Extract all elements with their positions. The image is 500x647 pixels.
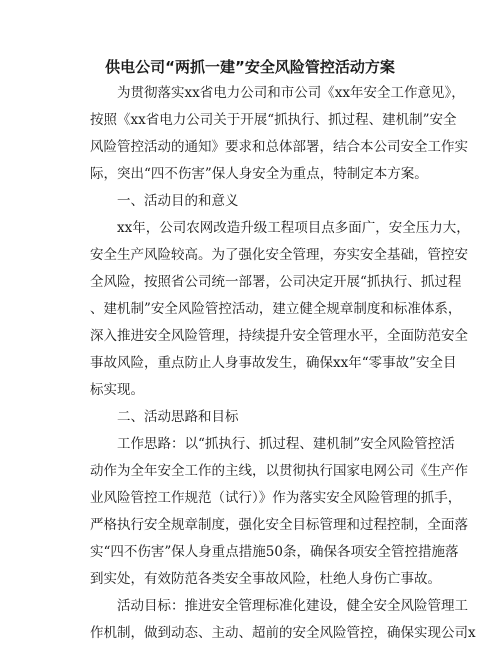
paragraph-line: xx年，公司农网改造升级工程项目点多面广，安全压力大，	[117, 220, 470, 236]
paragraph-line: 全风险，按照省公司统一部署，公司决定开展“抓执行、抓过程	[90, 274, 462, 290]
paragraph-line: 活动目标：推进安全管理标准化建设，健全安全风险管理工	[117, 598, 468, 614]
paragraph-line: 标实现。	[90, 382, 144, 398]
paragraph-line: 严格执行安全规章制度，强化安全目标管理和过程控制，全面落	[90, 517, 468, 533]
paragraph-line: 按照《xx省电力公司关于开展“抓执行、抓过程、建机制”安全	[90, 112, 457, 128]
paragraph-line: 事故风险，重点防止人身事故发生，确保xx年“零事故”安全目	[90, 355, 457, 371]
paragraph-line: 动作为全年安全工作的主线，以贯彻执行国家电网公司《生产作	[90, 463, 468, 479]
paragraph-line: 安全生产风险较高。为了强化安全管理，夯实安全基础，管控安	[90, 247, 468, 263]
document-title: 供电公司“两抓一建”安全风险管控活动方案	[105, 58, 395, 76]
paragraph-line: 作机制，做到动态、主动、超前的安全风险管控，确保实现公司x	[90, 625, 476, 641]
paragraph-line: 工作思路：以“抓执行、抓过程、建机制”安全风险管控活	[117, 436, 455, 452]
paragraph-line: 业风险管控工作规范（试行）》作为落实安全风险管理的抓手，	[90, 490, 462, 506]
paragraph-line: 实“四不伤害”保人身重点措施50条，确保各项安全管控措施落	[90, 544, 459, 560]
paragraph-line: 风险管控活动的通知》要求和总体部署，结合本公司安全工作实	[90, 139, 468, 155]
paragraph-line: 深入推进安全风险管理，持续提升安全管理水平，全面防范安全	[90, 328, 468, 344]
section-heading-1: 一、活动目的和意义	[117, 193, 239, 209]
paragraph-line: 到实处，有效防范各类安全事故风险，杜绝人身伤亡事故。	[90, 571, 441, 587]
paragraph-line: 、建机制”安全风险管控活动，建立健全规章制度和标准体系，	[90, 301, 462, 317]
section-heading-2: 二、活动思路和目标	[117, 409, 239, 425]
paragraph-line: 际，突出“四不伤害”保人身安全为重点，特制定本方案。	[90, 166, 428, 182]
paragraph-line: 为贯彻落实xx省电力公司和市公司《xx年安全工作意见》，	[117, 85, 465, 101]
